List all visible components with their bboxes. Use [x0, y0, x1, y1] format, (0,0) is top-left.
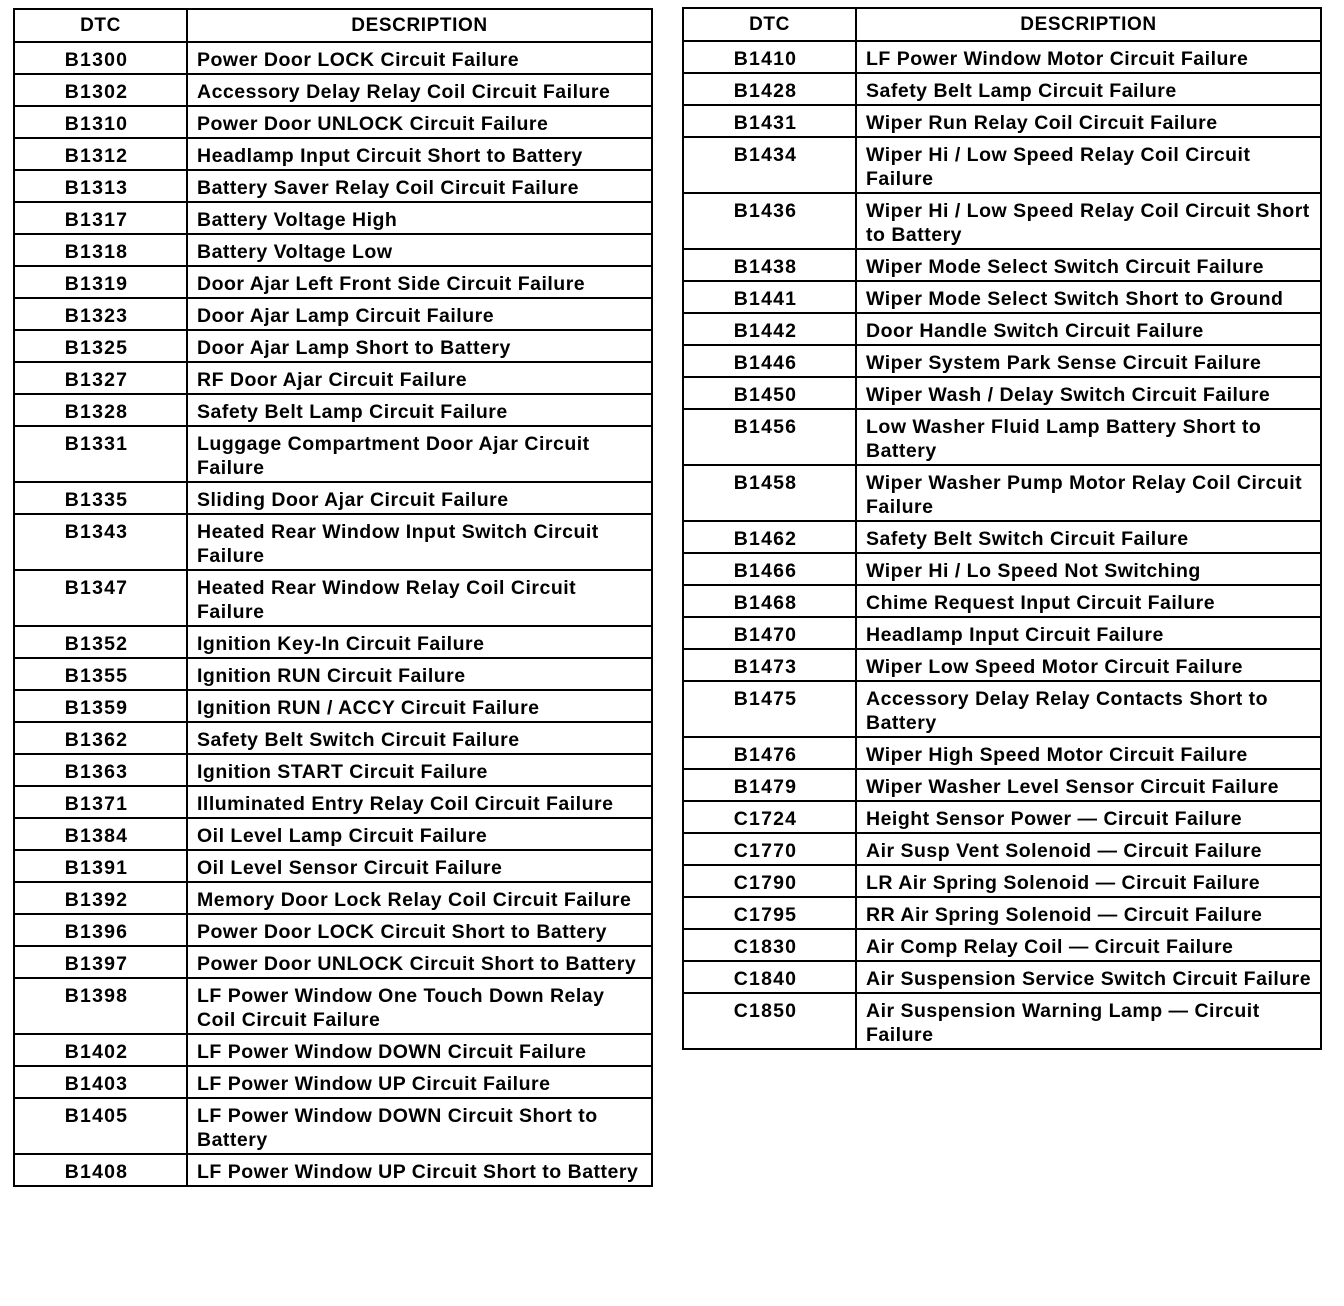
table-row [683, 737, 1321, 769]
dtc-description: Door Ajar Left Front Side Circuit Failure [187, 266, 652, 298]
dtc-code: B1313 [14, 170, 187, 202]
dtc-code: B1475 [683, 681, 856, 737]
dtc-description: LR Air Spring Solenoid — Circuit Failure [856, 865, 1321, 897]
dtc-code: B1362 [14, 722, 187, 754]
dtc-code: B1410 [683, 41, 856, 73]
table-header-row [683, 8, 1321, 41]
dtc-code: B1318 [14, 234, 187, 266]
dtc-description: Accessory Delay Relay Contacts Short to Battery [856, 681, 1321, 737]
dtc-description: Wiper High Speed Motor Circuit Failure [856, 737, 1321, 769]
table-row [14, 754, 652, 786]
dtc-code: B1352 [14, 626, 187, 658]
dtc-code: C1790 [683, 865, 856, 897]
dtc-description: Safety Belt Lamp Circuit Failure [856, 73, 1321, 105]
dtc-code: B1317 [14, 202, 187, 234]
dtc-description: Height Sensor Power — Circuit Failure [856, 801, 1321, 833]
table-row [14, 722, 652, 754]
table-row [14, 818, 652, 850]
dtc-description: Chime Request Input Circuit Failure [856, 585, 1321, 617]
table-row [683, 41, 1321, 73]
dtc-description: Safety Belt Switch Circuit Failure [187, 722, 652, 754]
table-row [683, 409, 1321, 465]
dtc-code: C1770 [683, 833, 856, 865]
dtc-description: Wiper Mode Select Switch Short to Ground [856, 281, 1321, 313]
dtc-code: B1335 [14, 482, 187, 514]
dtc-code: B1476 [683, 737, 856, 769]
table-row [14, 170, 652, 202]
dtc-code: B1328 [14, 394, 187, 426]
dtc-description: Wiper Wash / Delay Switch Circuit Failure [856, 377, 1321, 409]
table-row [14, 978, 652, 1034]
table-row [683, 833, 1321, 865]
dtc-code: B1434 [683, 137, 856, 193]
table-row [14, 266, 652, 298]
table-row [683, 193, 1321, 249]
dtc-description: Illuminated Entry Relay Coil Circuit Failure [187, 786, 652, 818]
dtc-code: B1462 [683, 521, 856, 553]
dtc-description: Wiper Low Speed Motor Circuit Failure [856, 649, 1321, 681]
dtc-code: B1428 [683, 73, 856, 105]
dtc-description: Battery Voltage Low [187, 234, 652, 266]
dtc-code: B1403 [14, 1066, 187, 1098]
dtc-code: B1312 [14, 138, 187, 170]
dtc-code: B1300 [14, 42, 187, 74]
dtc-code: C1840 [683, 961, 856, 993]
dtc-code: B1325 [14, 330, 187, 362]
dtc-table-right [682, 7, 1322, 1050]
dtc-code: B1343 [14, 514, 187, 570]
dtc-code: B1408 [14, 1154, 187, 1186]
dtc-code: B1468 [683, 585, 856, 617]
dtc-code: B1392 [14, 882, 187, 914]
dtc-code: B1446 [683, 345, 856, 377]
table-row [683, 345, 1321, 377]
dtc-code: B1396 [14, 914, 187, 946]
dtc-table-left [13, 8, 653, 1187]
dtc-description: Sliding Door Ajar Circuit Failure [187, 482, 652, 514]
dtc-code: B1355 [14, 658, 187, 690]
dtc-code: B1310 [14, 106, 187, 138]
dtc-description: Accessory Delay Relay Coil Circuit Failure [187, 74, 652, 106]
dtc-code: B1371 [14, 786, 187, 818]
table-row [14, 394, 652, 426]
table-row [14, 690, 652, 722]
dtc-code: B1302 [14, 74, 187, 106]
table-row [14, 106, 652, 138]
dtc-description: LF Power Window DOWN Circuit Failure [187, 1034, 652, 1066]
dtc-description: Air Susp Vent Solenoid — Circuit Failure [856, 833, 1321, 865]
dtc-description: Air Comp Relay Coil — Circuit Failure [856, 929, 1321, 961]
table-row [14, 202, 652, 234]
description-column-header: DESCRIPTION [187, 9, 652, 42]
table-row [14, 946, 652, 978]
dtc-description: LF Power Window DOWN Circuit Short to Battery [187, 1098, 652, 1154]
dtc-description: Air Suspension Service Switch Circuit Failure [856, 961, 1321, 993]
table-row [683, 377, 1321, 409]
table-row [683, 897, 1321, 929]
table-row [683, 865, 1321, 897]
table-row [14, 298, 652, 330]
dtc-description: LF Power Window UP Circuit Failure [187, 1066, 652, 1098]
dtc-description: Ignition Key-In Circuit Failure [187, 626, 652, 658]
dtc-description: LF Power Window One Touch Down Relay Coil Circuit Failure [187, 978, 652, 1034]
dtc-column-header: DTC [683, 8, 856, 41]
dtc-code: B1319 [14, 266, 187, 298]
table-row [14, 786, 652, 818]
table-row [683, 249, 1321, 281]
dtc-code: C1830 [683, 929, 856, 961]
dtc-description: Door Handle Switch Circuit Failure [856, 313, 1321, 345]
table-row [683, 617, 1321, 649]
dtc-code: B1331 [14, 426, 187, 482]
dtc-description: Safety Belt Lamp Circuit Failure [187, 394, 652, 426]
table-row [14, 882, 652, 914]
table-row [14, 74, 652, 106]
dtc-description: Wiper Washer Level Sensor Circuit Failure [856, 769, 1321, 801]
dtc-code: B1473 [683, 649, 856, 681]
table-row [683, 465, 1321, 521]
dtc-description: Ignition START Circuit Failure [187, 754, 652, 786]
dtc-code: B1442 [683, 313, 856, 345]
dtc-description: Wiper Hi / Low Speed Relay Coil Circuit Failure [856, 137, 1321, 193]
dtc-description: Headlamp Input Circuit Short to Battery [187, 138, 652, 170]
table-row [14, 1098, 652, 1154]
table-row [683, 769, 1321, 801]
dtc-description: Low Washer Fluid Lamp Battery Short to Battery [856, 409, 1321, 465]
dtc-description: Battery Voltage High [187, 202, 652, 234]
dtc-description: Power Door LOCK Circuit Failure [187, 42, 652, 74]
dtc-description: RR Air Spring Solenoid — Circuit Failure [856, 897, 1321, 929]
table-row [14, 42, 652, 74]
table-row [14, 330, 652, 362]
dtc-code: B1384 [14, 818, 187, 850]
dtc-column-header: DTC [14, 9, 187, 42]
table-row [14, 482, 652, 514]
table-row [14, 1034, 652, 1066]
dtc-description: LF Power Window UP Circuit Short to Battery [187, 1154, 652, 1186]
table-row [683, 681, 1321, 737]
dtc-code: B1402 [14, 1034, 187, 1066]
table-row [683, 553, 1321, 585]
table-row [683, 961, 1321, 993]
table-row [683, 801, 1321, 833]
dtc-description: Power Door UNLOCK Circuit Failure [187, 106, 652, 138]
table-row [14, 234, 652, 266]
dtc-description: Memory Door Lock Relay Coil Circuit Failure [187, 882, 652, 914]
dtc-code: B1431 [683, 105, 856, 137]
dtc-code: B1470 [683, 617, 856, 649]
table-row [14, 138, 652, 170]
dtc-description: LF Power Window Motor Circuit Failure [856, 41, 1321, 73]
table-row [683, 137, 1321, 193]
table-row [683, 73, 1321, 105]
table-row [14, 914, 652, 946]
table-row [14, 626, 652, 658]
table-row [683, 281, 1321, 313]
dtc-code: B1347 [14, 570, 187, 626]
dtc-description: Ignition RUN Circuit Failure [187, 658, 652, 690]
dtc-code: B1397 [14, 946, 187, 978]
table-row [14, 514, 652, 570]
dtc-description: Wiper Mode Select Switch Circuit Failure [856, 249, 1321, 281]
dtc-code: B1359 [14, 690, 187, 722]
dtc-code: B1398 [14, 978, 187, 1034]
dtc-description: RF Door Ajar Circuit Failure [187, 362, 652, 394]
dtc-table-left-body [14, 42, 652, 1186]
dtc-description: Oil Level Sensor Circuit Failure [187, 850, 652, 882]
dtc-code: C1795 [683, 897, 856, 929]
dtc-description: Wiper Hi / Lo Speed Not Switching [856, 553, 1321, 585]
table-row [683, 313, 1321, 345]
dtc-description: Luggage Compartment Door Ajar Circuit Failure [187, 426, 652, 482]
dtc-code: C1724 [683, 801, 856, 833]
dtc-code: B1466 [683, 553, 856, 585]
dtc-description: Door Ajar Lamp Short to Battery [187, 330, 652, 362]
table-row [14, 658, 652, 690]
dtc-code: B1441 [683, 281, 856, 313]
dtc-code: C1850 [683, 993, 856, 1049]
table-row [683, 993, 1321, 1049]
dtc-code: B1438 [683, 249, 856, 281]
dtc-description: Headlamp Input Circuit Failure [856, 617, 1321, 649]
dtc-code: B1363 [14, 754, 187, 786]
dtc-code: B1479 [683, 769, 856, 801]
table-header-row [14, 9, 652, 42]
dtc-description: Heated Rear Window Relay Coil Circuit Failure [187, 570, 652, 626]
table-row [14, 570, 652, 626]
dtc-description: Power Door UNLOCK Circuit Short to Battery [187, 946, 652, 978]
dtc-description: Air Suspension Warning Lamp — Circuit Failure [856, 993, 1321, 1049]
dtc-description: Ignition RUN / ACCY Circuit Failure [187, 690, 652, 722]
table-row [14, 426, 652, 482]
dtc-code: B1323 [14, 298, 187, 330]
dtc-description: Oil Level Lamp Circuit Failure [187, 818, 652, 850]
dtc-description: Battery Saver Relay Coil Circuit Failure [187, 170, 652, 202]
dtc-description: Wiper System Park Sense Circuit Failure [856, 345, 1321, 377]
dtc-description: Door Ajar Lamp Circuit Failure [187, 298, 652, 330]
table-row [683, 585, 1321, 617]
table-row [683, 929, 1321, 961]
dtc-code: B1391 [14, 850, 187, 882]
dtc-code: B1405 [14, 1098, 187, 1154]
table-row [14, 1154, 652, 1186]
description-column-header: DESCRIPTION [856, 8, 1321, 41]
dtc-code: B1450 [683, 377, 856, 409]
dtc-description: Safety Belt Switch Circuit Failure [856, 521, 1321, 553]
table-row [683, 521, 1321, 553]
table-row [14, 1066, 652, 1098]
table-row [14, 850, 652, 882]
dtc-code: B1327 [14, 362, 187, 394]
dtc-description: Wiper Hi / Low Speed Relay Coil Circuit Short to Battery [856, 193, 1321, 249]
dtc-code: B1458 [683, 465, 856, 521]
dtc-code: B1456 [683, 409, 856, 465]
dtc-description: Power Door LOCK Circuit Short to Battery [187, 914, 652, 946]
dtc-code: B1436 [683, 193, 856, 249]
dtc-table-right-body [683, 41, 1321, 1049]
table-row [683, 649, 1321, 681]
dtc-description: Heated Rear Window Input Switch Circuit Failure [187, 514, 652, 570]
table-row [14, 362, 652, 394]
table-row [683, 105, 1321, 137]
dtc-description: Wiper Washer Pump Motor Relay Coil Circuit Failure [856, 465, 1321, 521]
dtc-description: Wiper Run Relay Coil Circuit Failure [856, 105, 1321, 137]
